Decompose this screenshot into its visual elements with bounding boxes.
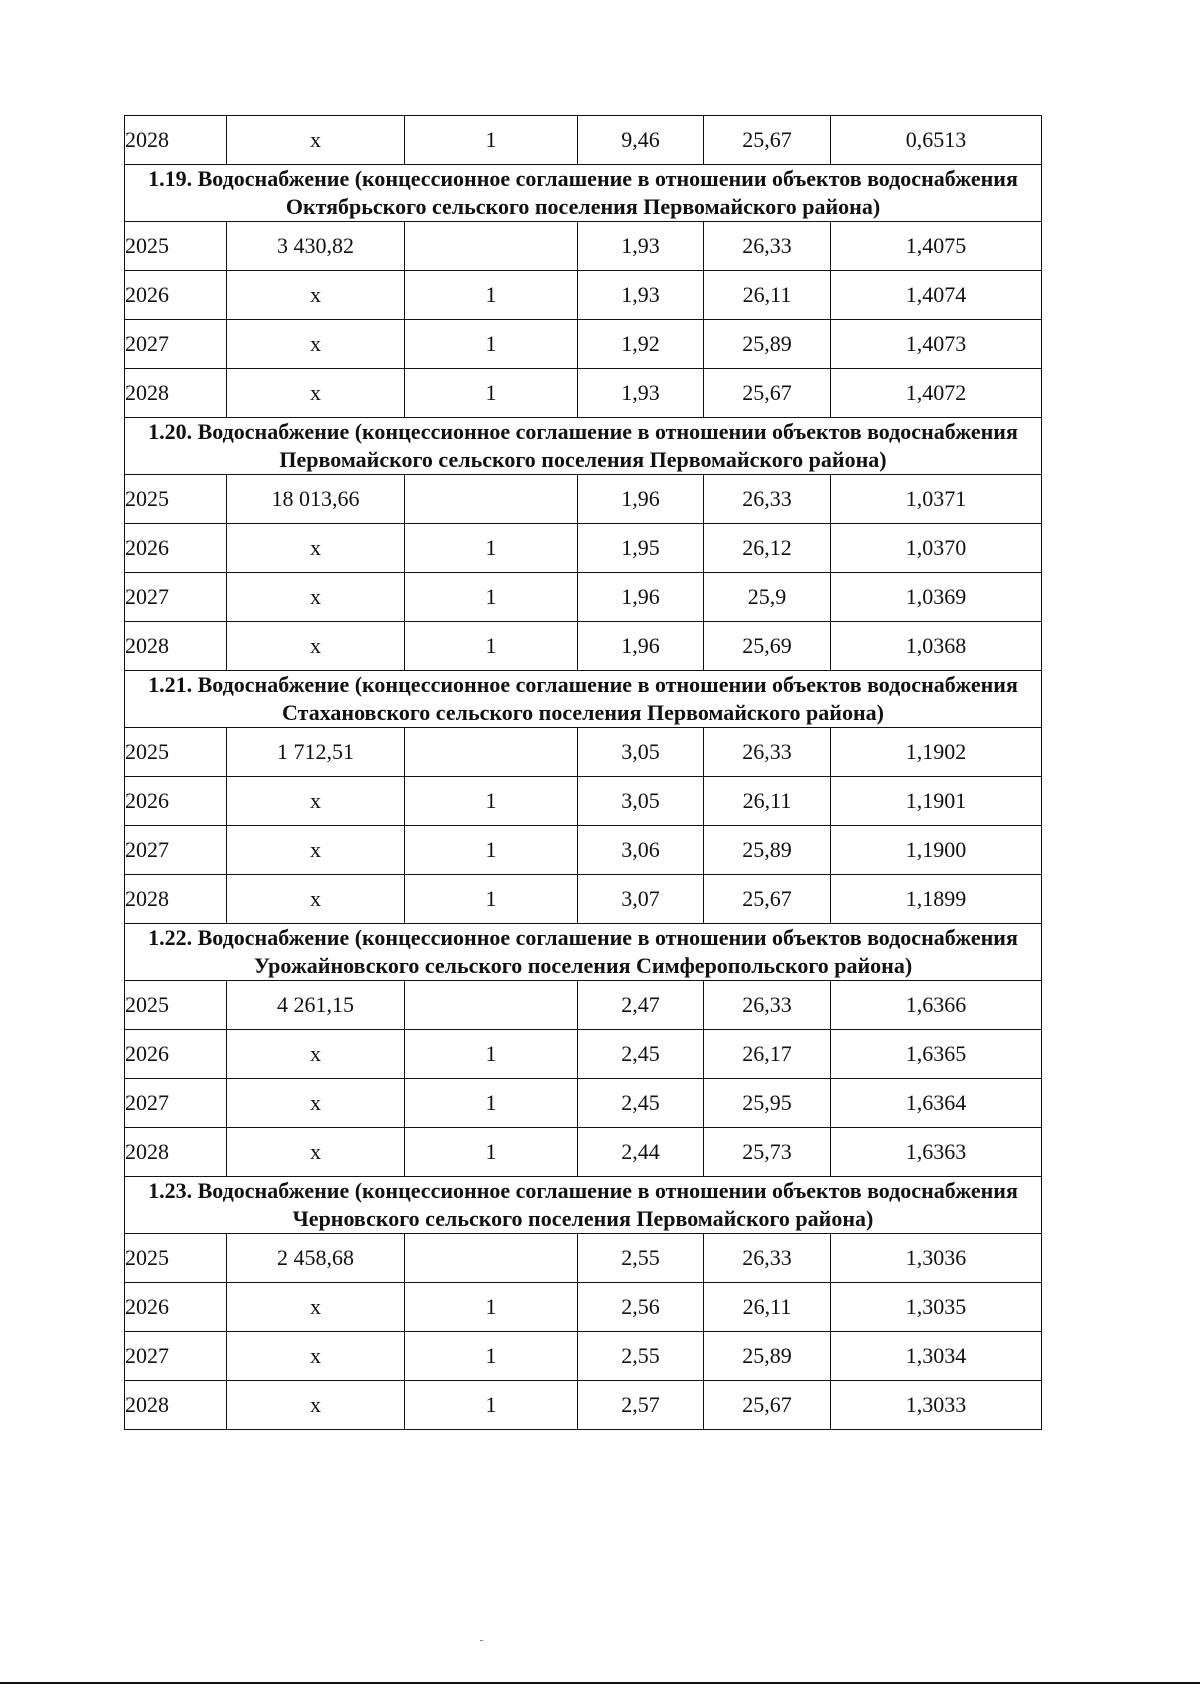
value-cell: 26,12: [704, 524, 831, 573]
value-cell: [405, 222, 578, 271]
value-cell: 2,44: [578, 1128, 704, 1177]
value-cell: 26,11: [704, 1283, 831, 1332]
value-cell: 1,6363: [831, 1128, 1042, 1177]
year-cell: 2028: [125, 875, 227, 924]
value-cell: 26,11: [704, 271, 831, 320]
table-row: [125, 1332, 1042, 1381]
value-cell: 26,33: [704, 728, 831, 777]
value-cell: 1,93: [578, 271, 704, 320]
value-cell: 1: [405, 777, 578, 826]
value-cell: х: [227, 1283, 405, 1332]
section-header-row: [125, 671, 1042, 728]
value-cell: 3,06: [578, 826, 704, 875]
year-cell: 2026: [125, 271, 227, 320]
value-cell: 26,17: [704, 1030, 831, 1079]
value-cell: 26,11: [704, 777, 831, 826]
table-row: [125, 116, 1042, 165]
value-cell: х: [227, 1128, 405, 1177]
table-row: [125, 320, 1042, 369]
value-cell: 1,93: [578, 222, 704, 271]
tariff-table: [124, 115, 1042, 1430]
value-cell: [405, 475, 578, 524]
value-cell: [405, 728, 578, 777]
value-cell: 1 712,51: [227, 728, 405, 777]
value-cell: х: [227, 369, 405, 418]
value-cell: 0,6513: [831, 116, 1042, 165]
scan-speck: [480, 1640, 483, 1641]
year-cell: 2028: [125, 116, 227, 165]
value-cell: х: [227, 271, 405, 320]
table-row: [125, 981, 1042, 1030]
value-cell: 1,0370: [831, 524, 1042, 573]
value-cell: х: [227, 875, 405, 924]
value-cell: 1,0369: [831, 573, 1042, 622]
value-cell: 4 261,15: [227, 981, 405, 1030]
value-cell: 2,57: [578, 1381, 704, 1430]
value-cell: х: [227, 826, 405, 875]
year-cell: 2025: [125, 981, 227, 1030]
value-cell: [405, 1234, 578, 1283]
value-cell: 1: [405, 116, 578, 165]
value-cell: 1,0368: [831, 622, 1042, 671]
table-row: [125, 271, 1042, 320]
year-cell: 2026: [125, 777, 227, 826]
value-cell: 2,55: [578, 1332, 704, 1381]
section-header-row: [125, 1177, 1042, 1234]
table-row: [125, 573, 1042, 622]
value-cell: 1,6364: [831, 1079, 1042, 1128]
value-cell: 2,55: [578, 1234, 704, 1283]
value-cell: х: [227, 1030, 405, 1079]
value-cell: х: [227, 524, 405, 573]
value-cell: 2,45: [578, 1079, 704, 1128]
table-row: [125, 1079, 1042, 1128]
value-cell: 1,6366: [831, 981, 1042, 1030]
value-cell: 2,45: [578, 1030, 704, 1079]
value-cell: 26,33: [704, 1234, 831, 1283]
value-cell: 1: [405, 1030, 578, 1079]
table-row: [125, 222, 1042, 271]
value-cell: 26,33: [704, 475, 831, 524]
value-cell: х: [227, 116, 405, 165]
value-cell: 25,89: [704, 320, 831, 369]
value-cell: [405, 981, 578, 1030]
value-cell: х: [227, 573, 405, 622]
page-bottom-rule: [0, 1682, 1200, 1684]
year-cell: 2025: [125, 1234, 227, 1283]
value-cell: 25,9: [704, 573, 831, 622]
value-cell: 2,56: [578, 1283, 704, 1332]
value-cell: 1: [405, 320, 578, 369]
table-row: [125, 1030, 1042, 1079]
table-row: [125, 728, 1042, 777]
table-row: [125, 524, 1042, 573]
value-cell: 1,96: [578, 475, 704, 524]
value-cell: 3,05: [578, 728, 704, 777]
value-cell: 1,4075: [831, 222, 1042, 271]
value-cell: х: [227, 320, 405, 369]
value-cell: 1: [405, 524, 578, 573]
section-title: 1.21. Водоснабжение (концессионное соглашение в отношении объектов водоснабжения Стахановского сельского поселения Первомайского района): [125, 671, 1042, 728]
value-cell: 25,67: [704, 875, 831, 924]
value-cell: 1: [405, 573, 578, 622]
value-cell: 2 458,68: [227, 1234, 405, 1283]
value-cell: 1,95: [578, 524, 704, 573]
year-cell: 2027: [125, 320, 227, 369]
table-row: [125, 826, 1042, 875]
section-title: 1.22. Водоснабжение (концессионное соглашение в отношении объектов водоснабжения Урожайновского сельского поселения Симферопольского района): [125, 924, 1042, 981]
value-cell: 2,47: [578, 981, 704, 1030]
table-row: [125, 1128, 1042, 1177]
value-cell: 9,46: [578, 116, 704, 165]
value-cell: 1: [405, 271, 578, 320]
value-cell: 1,4073: [831, 320, 1042, 369]
value-cell: 1: [405, 1128, 578, 1177]
value-cell: 25,73: [704, 1128, 831, 1177]
value-cell: 1: [405, 1283, 578, 1332]
year-cell: 2028: [125, 1381, 227, 1430]
year-cell: 2026: [125, 1030, 227, 1079]
section-title: 1.20. Водоснабжение (концессионное соглашение в отношении объектов водоснабжения Первомайского сельского поселения Первомайского района): [125, 418, 1042, 475]
value-cell: 25,67: [704, 369, 831, 418]
value-cell: х: [227, 1381, 405, 1430]
value-cell: 1,1899: [831, 875, 1042, 924]
value-cell: 1,96: [578, 622, 704, 671]
value-cell: 26,33: [704, 222, 831, 271]
value-cell: 25,95: [704, 1079, 831, 1128]
value-cell: 1,3033: [831, 1381, 1042, 1430]
year-cell: 2025: [125, 475, 227, 524]
year-cell: 2028: [125, 622, 227, 671]
value-cell: 25,67: [704, 1381, 831, 1430]
section-title: 1.19. Водоснабжение (концессионное соглашение в отношении объектов водоснабжения Октябрьского сельского поселения Первомайского района): [125, 165, 1042, 222]
value-cell: 25,89: [704, 826, 831, 875]
value-cell: 1,1900: [831, 826, 1042, 875]
year-cell: 2027: [125, 826, 227, 875]
section-title: 1.23. Водоснабжение (концессионное соглашение в отношении объектов водоснабжения Черновского сельского поселения Первомайского района): [125, 1177, 1042, 1234]
table-row: [125, 475, 1042, 524]
value-cell: 1: [405, 875, 578, 924]
section-header-row: [125, 418, 1042, 475]
table-row: [125, 369, 1042, 418]
value-cell: х: [227, 622, 405, 671]
table-row: [125, 777, 1042, 826]
value-cell: 3,05: [578, 777, 704, 826]
value-cell: 1,6365: [831, 1030, 1042, 1079]
value-cell: 1,92: [578, 320, 704, 369]
value-cell: 1: [405, 369, 578, 418]
year-cell: 2026: [125, 1283, 227, 1332]
section-header-row: [125, 924, 1042, 981]
table-row: [125, 875, 1042, 924]
value-cell: 1,93: [578, 369, 704, 418]
value-cell: 1: [405, 1332, 578, 1381]
value-cell: 25,69: [704, 622, 831, 671]
year-cell: 2028: [125, 369, 227, 418]
year-cell: 2025: [125, 728, 227, 777]
value-cell: 1: [405, 622, 578, 671]
year-cell: 2028: [125, 1128, 227, 1177]
table-row: [125, 1234, 1042, 1283]
value-cell: 25,67: [704, 116, 831, 165]
year-cell: 2027: [125, 573, 227, 622]
value-cell: 1,4072: [831, 369, 1042, 418]
value-cell: 18 013,66: [227, 475, 405, 524]
year-cell: 2027: [125, 1079, 227, 1128]
value-cell: 1: [405, 826, 578, 875]
value-cell: х: [227, 777, 405, 826]
value-cell: 1,4074: [831, 271, 1042, 320]
value-cell: 1,1902: [831, 728, 1042, 777]
value-cell: 1,96: [578, 573, 704, 622]
year-cell: 2025: [125, 222, 227, 271]
value-cell: 1,3035: [831, 1283, 1042, 1332]
year-cell: 2027: [125, 1332, 227, 1381]
value-cell: 1,3034: [831, 1332, 1042, 1381]
value-cell: 1,3036: [831, 1234, 1042, 1283]
table-row: [125, 622, 1042, 671]
value-cell: 3 430,82: [227, 222, 405, 271]
table-row: [125, 1381, 1042, 1430]
table-row: [125, 1283, 1042, 1332]
value-cell: 1,0371: [831, 475, 1042, 524]
value-cell: 26,33: [704, 981, 831, 1030]
section-header-row: [125, 165, 1042, 222]
table-body: [125, 116, 1042, 1430]
value-cell: х: [227, 1332, 405, 1381]
value-cell: 25,89: [704, 1332, 831, 1381]
value-cell: 1: [405, 1381, 578, 1430]
value-cell: 3,07: [578, 875, 704, 924]
value-cell: 1: [405, 1079, 578, 1128]
value-cell: х: [227, 1079, 405, 1128]
year-cell: 2026: [125, 524, 227, 573]
value-cell: 1,1901: [831, 777, 1042, 826]
